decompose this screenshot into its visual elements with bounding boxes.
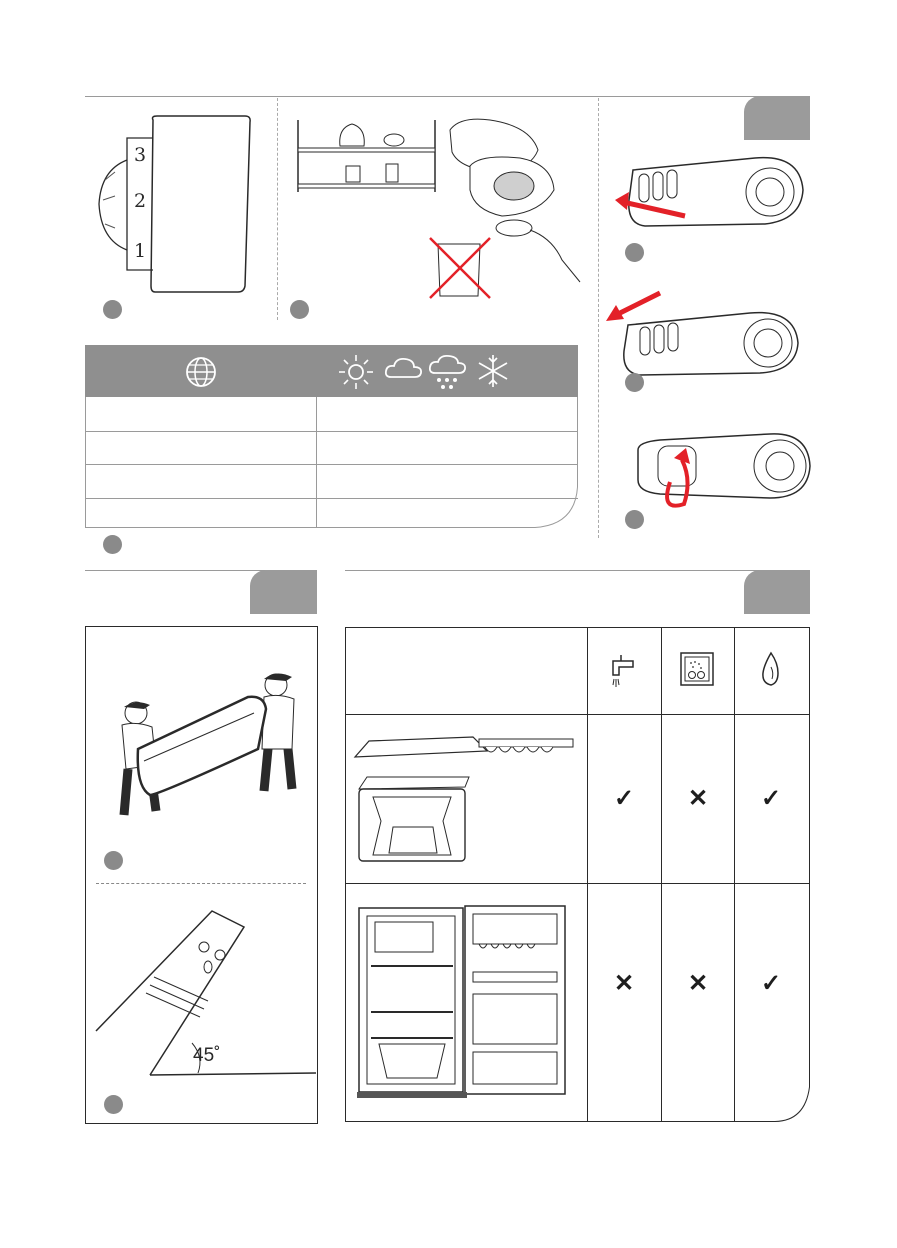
step-marker <box>104 851 123 870</box>
check-mark: ✓ <box>760 970 782 997</box>
climate-table-border <box>85 397 578 528</box>
step-marker <box>290 300 309 319</box>
climate-table-header <box>85 345 578 397</box>
hinge-rotate-illustration <box>630 420 815 515</box>
step-marker <box>103 300 122 319</box>
step-marker <box>103 535 122 554</box>
thermostat-panel <box>85 100 275 320</box>
divider <box>598 98 599 538</box>
section-tab-transport <box>250 570 317 614</box>
divider <box>96 883 306 884</box>
cross-mark: ✕ <box>613 970 635 997</box>
check-mark: ✓ <box>613 785 635 812</box>
step-marker <box>625 510 644 529</box>
dial-mark-2: 2 <box>134 190 147 212</box>
dial-mark-1: 1 <box>134 240 147 262</box>
section-rule <box>345 570 810 571</box>
food-storage-panel <box>290 110 590 310</box>
tilt-angle-label: 45˚ <box>193 1045 221 1066</box>
sun-icon <box>337 353 375 391</box>
divider <box>277 98 278 320</box>
cleaning-table <box>345 627 810 1123</box>
dial-mark-3: 3 <box>134 144 147 166</box>
two-person-carry-illustration <box>98 665 304 835</box>
rain-icon <box>427 353 469 395</box>
accessories-illustration <box>353 727 581 867</box>
hinge-step-3 <box>630 420 815 515</box>
section-tab-top-right <box>744 96 810 140</box>
transport-panel <box>85 626 318 1124</box>
cross-mark: ✕ <box>687 785 709 812</box>
step-marker <box>625 373 644 392</box>
dishwasher-icon <box>679 651 715 689</box>
thermostat-dial-illustration <box>85 100 275 320</box>
top-rule <box>85 96 810 97</box>
tap-icon <box>607 649 641 689</box>
cloud-icon <box>383 355 425 381</box>
shelf-and-food-illustration <box>290 110 590 310</box>
hinge-step-1 <box>605 140 810 240</box>
snowflake-icon <box>475 353 511 389</box>
open-fridge-illustration <box>357 902 579 1102</box>
climate-class-table <box>85 345 578 528</box>
flame-icon <box>758 649 784 689</box>
hinge-cover-slide-illustration <box>605 140 810 240</box>
cross-mark: ✕ <box>687 970 709 997</box>
check-mark: ✓ <box>760 785 782 812</box>
hinge-step-2 <box>600 285 810 385</box>
step-marker <box>104 1095 123 1114</box>
globe-icon <box>184 355 218 389</box>
step-marker <box>625 243 644 262</box>
hinge-cover-remove-illustration <box>600 285 810 385</box>
section-tab-cleaning <box>744 570 810 614</box>
